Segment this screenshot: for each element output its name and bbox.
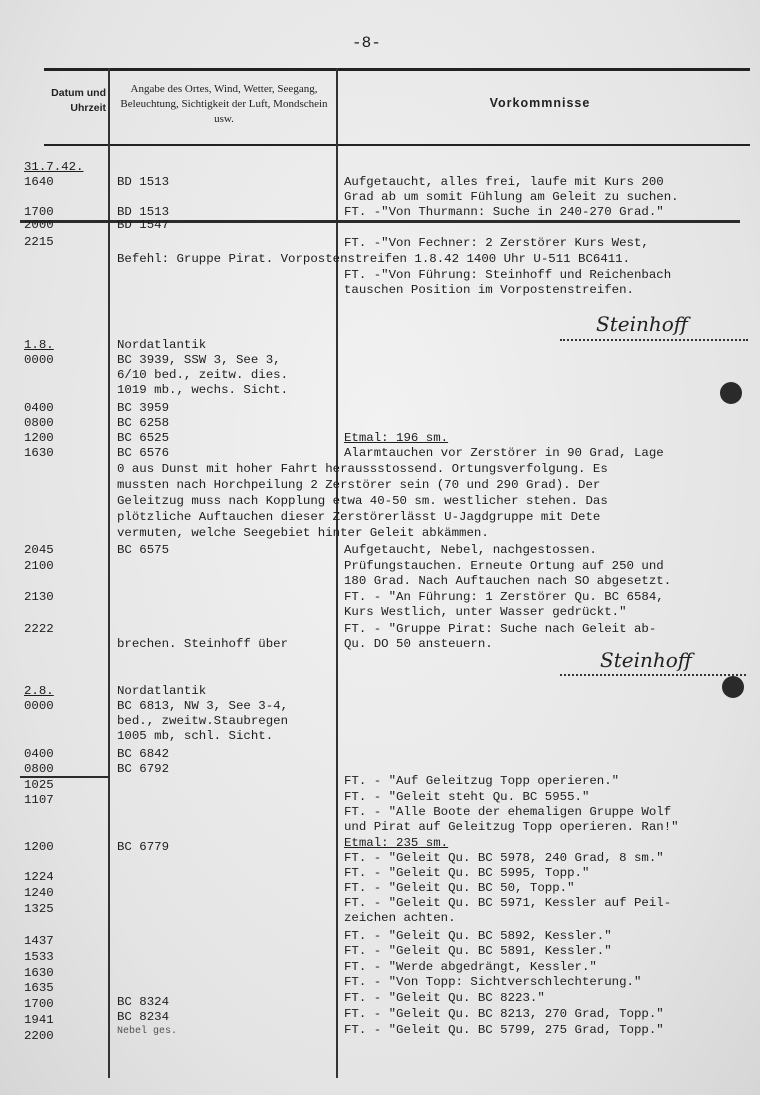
entry-event: FT. - "Geleit Qu. BC 8223.": [344, 991, 545, 1005]
entry-event-wide: mussten nach Horchpeilung 2 Zerstörer sein (70 und 290 Grad). Der: [117, 478, 601, 492]
entry-time: 1240: [24, 886, 54, 900]
page-number: -8-: [352, 34, 381, 52]
entry-position: BC 6575: [117, 543, 170, 557]
signature-dotted-line: [560, 673, 746, 676]
entry-time: 1941: [24, 1013, 54, 1027]
entry-time: 1635: [24, 981, 54, 995]
entry-event: zeichen achten.: [344, 911, 456, 925]
entry-position: BD 1513: [117, 205, 170, 219]
punch-hole-mark: [720, 382, 742, 404]
entry-event: Grad ab um somit Fühlung am Geleit zu suchen.: [344, 190, 679, 204]
entry-time: 2222: [24, 622, 54, 636]
entry-event-wide: Befehl: Gruppe Pirat. Vorpostenstreifen 1.8.42 1400 Uhr U-511 BC6411.: [117, 252, 631, 266]
entry-event: 180 Grad. Nach Auftauchen nach SO abgesetzt.: [344, 574, 672, 588]
entry-event: Aufgetaucht, Nebel, nachgestossen.: [344, 543, 597, 557]
entry-time: 1107: [24, 793, 54, 807]
entry-weather: BC 3939, SSW 3, See 3,: [117, 353, 281, 367]
signature: Steinhoff: [596, 312, 688, 336]
entry-time: 1025: [24, 778, 54, 792]
entry-event-wide: brechen. Steinhoff über: [117, 637, 289, 651]
entry-position: BC 6779: [117, 840, 170, 854]
entry-event: FT. - "Werde abgedrängt, Kessler.": [344, 960, 597, 974]
punch-hole-mark: [722, 676, 744, 698]
entry-event: FT. - "Alle Boote der ehemaligen Gruppe Wolf: [344, 805, 672, 819]
header-bottom-rule: [44, 144, 750, 146]
header-vorkommnisse-column: Vorkommnisse: [489, 96, 591, 110]
entry-event: Kurs Westlich, unter Wasser gedrückt.": [344, 605, 627, 619]
entry-event-wide: Geleitzug muss nach Kopplung etwa 40-50 sm. westlicher stehen. Das: [117, 494, 608, 508]
entry-event: Qu. DO 50 ansteuern.: [344, 637, 493, 651]
entry-time: 1640: [24, 175, 54, 189]
entry-time: 0400: [24, 747, 54, 761]
entry-event: FT. - "Geleit Qu. BC 5978, 240 Grad, 8 sm.": [344, 851, 664, 865]
entry-event: FT. -"Von Thurmann: Suche in 240-270 Grad.": [344, 205, 664, 219]
entry-time: 1630: [24, 446, 54, 460]
entry-time: 0400: [24, 401, 54, 415]
entry-event-wide: vermuten, welche Seegebiet hinter Geleit abkämmen.: [117, 526, 489, 540]
entry-event: Alarmtauchen vor Zerstörer in 90 Grad, Lage: [344, 446, 664, 460]
entry-weather: 1005 mb, schl. Sicht.: [117, 729, 274, 743]
entry-time: 1533: [24, 950, 54, 964]
entry-position: BC 3959: [117, 401, 170, 415]
entry-event: Etmal: 235 sm.: [344, 836, 449, 850]
entry-time: 0000: [24, 353, 54, 367]
entry-position: Nordatlantik: [117, 684, 207, 698]
entry-position: BC 6842: [117, 747, 170, 761]
entry-time: 1200: [24, 431, 54, 445]
top-rule: [44, 68, 750, 71]
entry-position: BC 8324: [117, 995, 170, 1009]
entry-time: 2215: [24, 235, 54, 249]
header-date-column: Datum und Uhrzeit: [51, 87, 106, 114]
entry-time: 2130: [24, 590, 54, 604]
entry-weather: bed., zweitw.Staubregen: [117, 714, 289, 728]
entry-time: 1200: [24, 840, 54, 854]
entry-position: BC 6576: [117, 446, 170, 460]
entry-event: FT. - "Geleit Qu. BC 50, Topp.": [344, 881, 575, 895]
entry-event-wide: 0 aus Dunst mit hoher Fahrt heraussstossend. Ortungsverfolgung. Es: [117, 462, 608, 476]
signature-dotted-line: [560, 338, 748, 341]
entry-time: 1700: [24, 997, 54, 1011]
entry-time: 2000: [24, 218, 54, 232]
entry-event: und Pirat auf Geleitzug Topp operieren. Ran!": [344, 820, 679, 834]
entry-event: FT. - "Gruppe Pirat: Suche nach Geleit ab-: [344, 622, 657, 636]
entry-event: FT. - "Geleit Qu. BC 8213, 270 Grad, Topp.": [344, 1007, 664, 1021]
entry-position: Nordatlantik: [117, 338, 207, 352]
entry-time: 0800: [24, 762, 54, 776]
entry-event: FT. -"Von Fechner: 2 Zerstörer Kurs West,: [344, 236, 649, 250]
entry-date: 2.8.: [24, 684, 54, 698]
entry-event: FT. -"Von Führung: Steinhoff und Reichenbach: [344, 268, 672, 282]
entry-event: Etmal: 196 sm.: [344, 431, 449, 445]
entry-event-wide: plötzliche Auftauchen dieser Zerstörerlässt U-Jagdgruppe mit Dete: [117, 510, 601, 524]
entry-time: 1630: [24, 966, 54, 980]
entry-date: 31.7.42.: [24, 160, 84, 174]
entry-weather: Nebel ges.: [117, 1026, 178, 1037]
entry-position: BD 1547: [117, 218, 170, 232]
entry-weather: BC 6813, NW 3, See 3-4,: [117, 699, 289, 713]
entry-event: FT. - "Auf Geleitzug Topp operieren.": [344, 774, 620, 788]
entry-weather: 1019 mb., wechs. Sicht.: [117, 383, 289, 397]
entry-weather: 6/10 bed., zeitw. dies.: [117, 368, 289, 382]
entry-position: BC 6792: [117, 762, 170, 776]
entry-time: 1437: [24, 934, 54, 948]
entry-time: 1700: [24, 205, 54, 219]
entry-event: FT. - "Von Topp: Sichtverschlechterung.": [344, 975, 642, 989]
entry-time: 2100: [24, 559, 54, 573]
entry-event: tauschen Position im Vorpostenstreifen.: [344, 283, 634, 297]
entry-time: 1325: [24, 902, 54, 916]
entry-position: BC 8234: [117, 1010, 170, 1024]
entry-time: 0000: [24, 699, 54, 713]
signature: Steinhoff: [600, 648, 692, 672]
entry-position: BD 1513: [117, 175, 170, 189]
entry-position: BC 6525: [117, 431, 170, 445]
header-ort-column: Angabe des Ortes, Wind, Wetter, Seegang, Beleuchtung, Sichtigkeit der Luft, Mondschein usw.: [120, 83, 328, 125]
entry-time: 0800: [24, 416, 54, 430]
entry-event: FT. - "Geleit Qu. BC 5995, Topp.": [344, 866, 590, 880]
entry-event: FT. - "Geleit steht Qu. BC 5955.": [344, 790, 590, 804]
entry-date: 1.8.: [24, 338, 54, 352]
entry-time: 2200: [24, 1029, 54, 1043]
entry-event: FT. - "Geleit Qu. BC 5892, Kessler.": [344, 929, 612, 943]
entry-time: 2045: [24, 543, 54, 557]
entry-event: FT. - "Geleit Qu. BC 5971, Kessler auf Peil-: [344, 896, 672, 910]
entry-event: FT. - "Geleit Qu. BC 5891, Kessler.": [344, 944, 612, 958]
entry-event: Aufgetaucht, alles frei, laufe mit Kurs 200: [344, 175, 664, 189]
entry-event: FT. - "An Führung: 1 Zerstörer Qu. BC 6584,: [344, 590, 664, 604]
entry-time: 1224: [24, 870, 54, 884]
entry-event: Prüfungstauchen. Erneute Ortung auf 250 und: [344, 559, 664, 573]
entry-position: BC 6258: [117, 416, 170, 430]
entry-event: FT. - "Geleit Qu. BC 5799, 275 Grad, Topp.": [344, 1023, 664, 1037]
